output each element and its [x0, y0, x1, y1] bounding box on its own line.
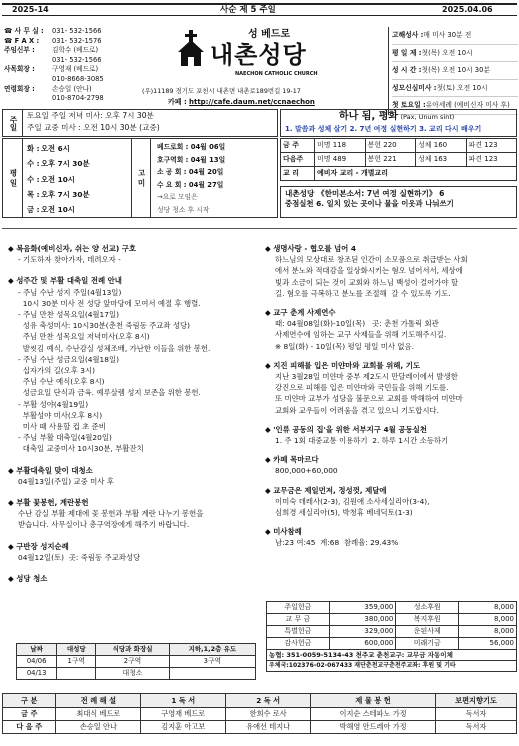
- notice-line: 부활성야 미사(오후 8시): [18, 410, 103, 420]
- weekday-row: [27, 156, 127, 171]
- reading-row: [281, 153, 517, 167]
- notice-line: 받습니다. 사무실이나 총구역장에게 해주기 바랍니다.: [18, 520, 190, 530]
- notice-line: 800,000+60,000: [275, 466, 338, 476]
- finance-cell: 329,000: [329, 626, 396, 638]
- weekday-day: 수 :: [27, 174, 40, 184]
- cleaning-cell: 04/06: [17, 656, 57, 668]
- contact-value: 031- 532-1566: [52, 55, 102, 64]
- notice-block: [8, 541, 263, 563]
- schedule-row: [392, 62, 518, 80]
- notice-block: [8, 243, 263, 265]
- weekday-label: 평 일: [3, 139, 23, 217]
- schedule-value: 첫(토) 오전 10시: [436, 83, 488, 92]
- duty-cell: 독서자: [436, 721, 517, 734]
- reading-item: 봉헌 221: [365, 153, 416, 167]
- schedule-row: [392, 27, 518, 45]
- finance-cell: 359,000: [329, 602, 396, 614]
- finance-row: [267, 614, 517, 626]
- sunday-mass-box: [2, 109, 278, 137]
- sunday-title: 사순 제 5 주일: [220, 5, 276, 15]
- theme-title-sub: (Pax, Unum sint): [400, 113, 455, 121]
- notice-line: 사제연수에 임하는 교구 사제들을 위해 기도해주시길.: [275, 330, 447, 340]
- schedule-value: 매 미사 30분 전: [423, 31, 472, 39]
- contact-value: 김학수 (베드로): [52, 46, 99, 55]
- notice-line: 미사 때 사용할 컵 초 준비: [18, 422, 106, 432]
- contact-row: [4, 27, 128, 37]
- contact-value: 010-8668-3085: [52, 74, 104, 83]
- contact-row: [4, 56, 128, 66]
- duty-cell: 구영재 베드로: [141, 708, 226, 721]
- duty-cell: 다 음 주: [3, 721, 56, 734]
- cafe-line: [168, 98, 315, 107]
- notice-block: [265, 454, 517, 476]
- church-name: 내촌성당: [210, 41, 307, 69]
- cleaning-cell: 대청소: [96, 668, 170, 680]
- contact-value: 구영재 (베드로): [52, 65, 99, 74]
- notice-title: ◆ 교구 춘계 사제연수: [265, 307, 517, 318]
- duty-cell: 유애선 테지나: [226, 721, 311, 734]
- duty-row: [3, 708, 517, 721]
- weekday-time: 오전 10시: [41, 205, 75, 215]
- reading-row: [281, 139, 517, 153]
- notice-line: 성금요일 단식과 금육. 예루살렘 성지 보존을 위한 봉헌.: [18, 388, 201, 398]
- account-line-1: 농협: 351-0059-5134-43 천주교 춘천교구: 교무금 자동이체: [266, 650, 517, 661]
- finance-cell: 감사헌금: [267, 638, 330, 650]
- contact-row: [4, 37, 128, 47]
- patron-saint: 성 베드로: [248, 29, 291, 40]
- cleaning-schedule-table: [16, 643, 256, 680]
- reading-item: 파견 123: [466, 153, 517, 167]
- notice-title: ◆ 생명사랑 - 협오를 넘어 4: [265, 243, 517, 254]
- finance-row: [267, 626, 517, 638]
- schedule-label: 성 시 간 :: [392, 66, 422, 74]
- contact-value: 010-8704-2798: [52, 94, 104, 103]
- notice-line: 에서 분노와 적대감을 일상화시키는 혐오 넘어서서, 세상에: [275, 266, 463, 276]
- notice-title: ◆ '인류 공동의 집'을 위한 서부지구 4월 공동실천: [265, 424, 517, 435]
- notice-line: 04월12일(토) 곳: 죽림동 주교좌성당: [18, 552, 141, 562]
- notice-line: 지난 3월28일 미얀마 중부 제2도시 만달레이에서 발생한: [275, 372, 458, 382]
- notice-block: [265, 243, 517, 299]
- finance-cell: 미래기금: [396, 638, 459, 650]
- cleaning-row: 베드로회 : 04월 06일: [157, 143, 226, 151]
- contact-block: [4, 27, 128, 104]
- section-divider: [2, 228, 517, 229]
- duty-table: [2, 693, 517, 734]
- weekday-row: [27, 202, 127, 217]
- cleaning-cell: [169, 668, 255, 680]
- cleaning-cell: 3구역: [169, 656, 255, 668]
- notice-title: ◆ 복음화(예비신자, 쉬는 양 선교) 구호: [8, 243, 263, 254]
- notice-line: - 주님 수난 성금요일(4월18일): [18, 354, 119, 364]
- study-box: [280, 186, 517, 218]
- commentary-label: 교 리: [281, 167, 315, 181]
- duty-cell: 한희수 로사: [226, 708, 311, 721]
- cleaning-label: 고 미: [131, 139, 151, 217]
- reading-item: 성체 160: [416, 139, 467, 153]
- cleaning-cell: 04/13: [17, 668, 57, 680]
- header-bar: [2, 3, 517, 16]
- reading-item: 봉헌 220: [365, 139, 416, 153]
- contact-label: 주임신부 :: [4, 46, 35, 55]
- theme-subtitle: 1. 말씀과 성체 살기 2. 7년 여정 실현하기 3. 교리 다시 배우기: [285, 125, 482, 133]
- notice-line: - 기도하자 찾아가자, 데려오자 -: [18, 255, 121, 265]
- theme-box: [280, 109, 517, 137]
- notice-line: 길. 혐오를 극복하고 분노를 조절해 갈 수 있도록 기도.: [275, 288, 451, 298]
- cleaning-table-row: [17, 656, 256, 668]
- notice-title: ◆ 성당 청소: [8, 573, 263, 584]
- sunday-label: 주일: [3, 110, 23, 136]
- duty-header-row: [3, 694, 517, 708]
- finance-cell: 600,000: [329, 638, 396, 650]
- notice-line: 10시 30분 미사 전 성당 앞마당에 모여서 예절 후 행렬.: [18, 298, 201, 308]
- cleaning-row: 수 요 회 : 04월 27일: [157, 180, 224, 189]
- notice-title: ◆ 카페 목마르다: [265, 454, 517, 465]
- finance-cell: 특별헌금: [267, 626, 330, 638]
- church-address: (우)11189 경기도 포천시 내촌면 내촌로189번길 19-17: [142, 87, 301, 95]
- duty-header: 1 독 서: [141, 694, 226, 708]
- duty-header: 제 물 봉 헌: [311, 694, 436, 708]
- sacrament-schedule: [388, 27, 518, 115]
- duty-cell: 최대식 베드로: [56, 708, 141, 721]
- cleaning-row: 호구역회 : 04월 13일: [157, 155, 226, 164]
- contact-row: [4, 65, 128, 75]
- notice-line: 빛과 소금이 되는 것이 교회와 하느님 백성이 걸어가야 할: [275, 277, 459, 287]
- weekday-mass-box: [2, 138, 278, 218]
- duty-cell: 독서자: [436, 708, 517, 721]
- cleaning-header-row: [17, 644, 256, 656]
- cleaning-cell: 2구역: [96, 656, 170, 668]
- notice-block: [8, 497, 263, 531]
- duty-cell: 김지훈 아고보: [141, 721, 226, 734]
- duty-cell: 박해영 안드레아 가정: [311, 721, 436, 734]
- notice-line: - 주님 부활 대축일(4월20일): [18, 433, 112, 443]
- notice-line: ※ 8일(화) - 10일(목) 평일 평일 미사 없음.: [275, 341, 414, 351]
- theme-title-line: [339, 110, 454, 123]
- notice-line: - 부활 성야(4월19일): [18, 399, 89, 409]
- notice-title: ◆ 성주간 및 부활 대축일 전례 안내: [8, 275, 263, 286]
- notice-title: ◆ 교무금은 제일먼저, 정성껏, 제달에: [265, 485, 517, 496]
- notice-line: 1. 주 1회 대중교통 이용하기 2. 하루 1시간 소등하기: [275, 436, 449, 446]
- study-line-1: 내촌성당 《한미본소서: 7년 여정 실현하기》 6: [285, 189, 445, 198]
- cleaning-header: 지하,1,2층 유도: [169, 644, 255, 656]
- weekday-row: [27, 187, 127, 202]
- contact-row: [4, 75, 128, 85]
- notice-title: ◆ 구반장 성지순례: [8, 541, 263, 552]
- contact-value: 손승일 (안나): [52, 84, 92, 93]
- schedule-value: 첫(목) 오전 10시: [421, 48, 473, 57]
- contact-row: [4, 46, 128, 56]
- cleaning-list: [157, 141, 277, 217]
- weekday-time: 오후 7시 30분: [41, 159, 90, 169]
- reading-item: 미명 489: [315, 153, 366, 167]
- notice-line: 강진으로 피해를 입은 미얀마와 국민들을 위해 기도를.: [275, 383, 449, 393]
- weekday-day: 목 :: [27, 189, 40, 199]
- notice-title: ◆ 부활 꽃봉헌, 계란봉헌: [8, 497, 263, 508]
- weekday-day: 수 :: [27, 159, 40, 169]
- cleaning-row: 소 공 회 : 04월 20일: [157, 168, 224, 177]
- finance-cell: 8,000: [459, 626, 517, 638]
- cleaning-header: 대성당: [57, 644, 96, 656]
- cafe-label: 카페 :: [168, 98, 187, 106]
- notice-block: [8, 275, 263, 454]
- right-notices: [265, 243, 517, 553]
- finance-table: [266, 601, 517, 650]
- notice-title: ◆ 지진 피해를 입은 미얀마와 교회를 위해, 기도: [265, 360, 517, 371]
- notice-line: 발씻김 예식, 수난감실 성체조배, 가난한 이들을 위한 봉헌.: [18, 343, 211, 353]
- reading-label: 다음주: [281, 153, 315, 167]
- schedule-label: 평 일 제 :: [392, 48, 422, 57]
- contact-value: 031- 532-1576: [52, 36, 102, 45]
- commentary-value: 예비자 교리 - 개별교리: [315, 167, 517, 181]
- reading-item: 파견 123: [466, 139, 517, 153]
- contact-label: ☎ F A X :: [4, 36, 40, 45]
- study-line-2: 중점실천 6. 일치 있는 곳이나 물을 이웃과 나눠쓰기: [285, 198, 454, 208]
- notice-block: [265, 526, 517, 548]
- notice-block: [265, 360, 517, 416]
- notice-line: 성유 축성미사: 10시30분(춘천 죽림동 주교좌 성당): [18, 321, 191, 331]
- cleaning-header: 식당과 화장실: [96, 644, 170, 656]
- sunday-mass-row-2: 주일 교중 미사 : 오전 10시 30분 (교중): [27, 123, 160, 132]
- cleaning-note: 성당 청소 후 시작: [157, 205, 210, 214]
- duty-header: 2 독 서: [226, 694, 311, 708]
- notice-line: 수난 감실 부활 제대에 꽃 봉헌과 부활 계란 나누기 봉헌을: [18, 509, 204, 519]
- notice-title: ◆ 부활대축일 맞이 대청소: [8, 465, 263, 476]
- cleaning-note: →요로 모임은: [157, 193, 198, 202]
- reading-label: 금 주: [281, 139, 315, 153]
- notice-block: [265, 485, 517, 519]
- finance-cell: 주일헌금: [267, 602, 330, 614]
- finance-box: [266, 601, 517, 672]
- notice-line: 교회와 교우들이 어려움을 겪고 있으니 기도합시다.: [275, 405, 440, 415]
- church-logo: [130, 18, 380, 108]
- notice-line: 이미숙 데레사(2-3), 김원애 소사세실리아(3-4),: [275, 496, 430, 506]
- theme-title: 하나 됨, 평화: [339, 111, 399, 122]
- notice-line: 남:23 여:45 계:68 참례율: 29.43%: [275, 538, 399, 548]
- contact-row: [4, 94, 128, 104]
- cleaning-cell: 1구역: [57, 656, 96, 668]
- cleaning-header: 날짜: [17, 644, 57, 656]
- contact-label: ☎ 사 무 실 :: [4, 27, 44, 35]
- notice-line: 주님 수난 예식(오후 8시): [18, 377, 105, 387]
- notice-line: 때: 04월08일(화)-10일(목) 곳: 춘천 가톨릭 회관: [275, 319, 439, 329]
- notice-line: - 주님 만찬 성목요일(4월17일): [18, 310, 119, 320]
- church-icon: [172, 30, 210, 68]
- weekday-time: 오전 10시: [41, 174, 75, 184]
- weekday-day: 금 :: [27, 205, 40, 215]
- notice-line: 심희경 세실리아(5), 박청휴 베네딕토(1-3): [275, 508, 413, 518]
- account-line-2: 우체국:102376-02-067433 재단춘천교구춘천주교좌: 후원 및 기타: [266, 661, 517, 672]
- duty-row: [3, 721, 517, 734]
- finance-cell: 56,000: [459, 638, 517, 650]
- notice-block: [265, 424, 517, 446]
- reading-item: 성체 163: [416, 153, 467, 167]
- notice-line: - 주님 수난 성지 주일(4월13일): [18, 287, 122, 297]
- notice-block: [265, 307, 517, 352]
- cafe-link[interactable]: http://cafe.daum.net/ccnaechon: [189, 98, 315, 106]
- finance-cell: 복지후원: [396, 614, 459, 626]
- duty-header: 구 분: [3, 694, 56, 708]
- weekday-time: 오전 6시: [41, 144, 70, 153]
- schedule-row: [392, 45, 518, 63]
- left-notices: [8, 243, 263, 588]
- finance-row: [267, 638, 517, 650]
- finance-cell: 8,000: [459, 602, 517, 614]
- finance-cell: 교 무 금: [267, 614, 330, 626]
- notice-block: [8, 573, 263, 584]
- schedule-value: 첫(목) 오전 10시 30분: [421, 66, 490, 74]
- notice-line: 하느님의 모상대로 창조된 인간이 소모품으로 취급받는 사회: [275, 255, 468, 265]
- cleaning-table-row: [17, 668, 256, 680]
- issue-number: 2025-14: [12, 5, 49, 14]
- cleaning-cell: [57, 668, 96, 680]
- finance-cell: 380,000: [329, 614, 396, 626]
- weekday-time: 오후 7시 30분: [41, 189, 90, 199]
- schedule-value: 유아세례 (예비신자 미사 후): [425, 101, 510, 109]
- weekday-row: [27, 141, 127, 156]
- church-english: NAECHON CATHOLIC CHURCH: [235, 71, 318, 77]
- finance-row: [267, 602, 517, 614]
- duty-cell: 손승일 안나: [56, 721, 141, 734]
- notice-line: 주님 만찬 성목요일 저녁미사(오후 8시): [18, 332, 150, 342]
- schedule-label: 고해성사 :: [392, 31, 424, 39]
- notice-block: [8, 465, 263, 487]
- schedule-row: [392, 80, 518, 98]
- weekday-list: [27, 141, 127, 217]
- duty-header: 보편지향기도: [436, 694, 517, 708]
- commentary-row: [281, 167, 517, 181]
- schedule-label: 첫 토요일 :: [392, 101, 426, 109]
- notice-line: 대축일 교중미사 10시30분, 부활잔치: [18, 444, 144, 454]
- bulletin-date: 2025.04.06: [442, 5, 493, 14]
- notice-line: 십자가의 길(오후 3시): [18, 366, 95, 376]
- duty-header: 전 례 해 설: [56, 694, 141, 708]
- finance-cell: 8,000: [459, 614, 517, 626]
- contact-value: 031- 532-1566: [52, 27, 102, 35]
- schedule-label: 성모신심미사 :: [392, 83, 437, 92]
- reading-item: 미명 118: [315, 139, 366, 153]
- notice-line: 또 미얀마 교부가 성당을 불문으로 교회를 박해하여 미얀마: [275, 394, 463, 404]
- contact-row: [4, 85, 128, 95]
- sunday-mass-row-1: 토요일 주일 저녁 미사: 오후 7시 30분: [27, 111, 154, 120]
- contact-label: 연령회장 :: [4, 84, 35, 93]
- readings-box: [280, 138, 517, 183]
- duty-cell: 이지순 스테파노 가정: [311, 708, 436, 721]
- notice-line: 04월13일(주일) 교중 미사 후: [18, 476, 114, 486]
- weekday-day: 화 :: [27, 144, 40, 153]
- readings-table: [280, 138, 517, 181]
- finance-cell: 운된사제: [396, 626, 459, 638]
- notice-title: ◆ 미사참례: [265, 526, 517, 537]
- weekday-row: [27, 172, 127, 187]
- contact-label: 사목회장 :: [4, 65, 35, 74]
- duty-cell: 금 주: [3, 708, 56, 721]
- finance-cell: 성소후원: [396, 602, 459, 614]
